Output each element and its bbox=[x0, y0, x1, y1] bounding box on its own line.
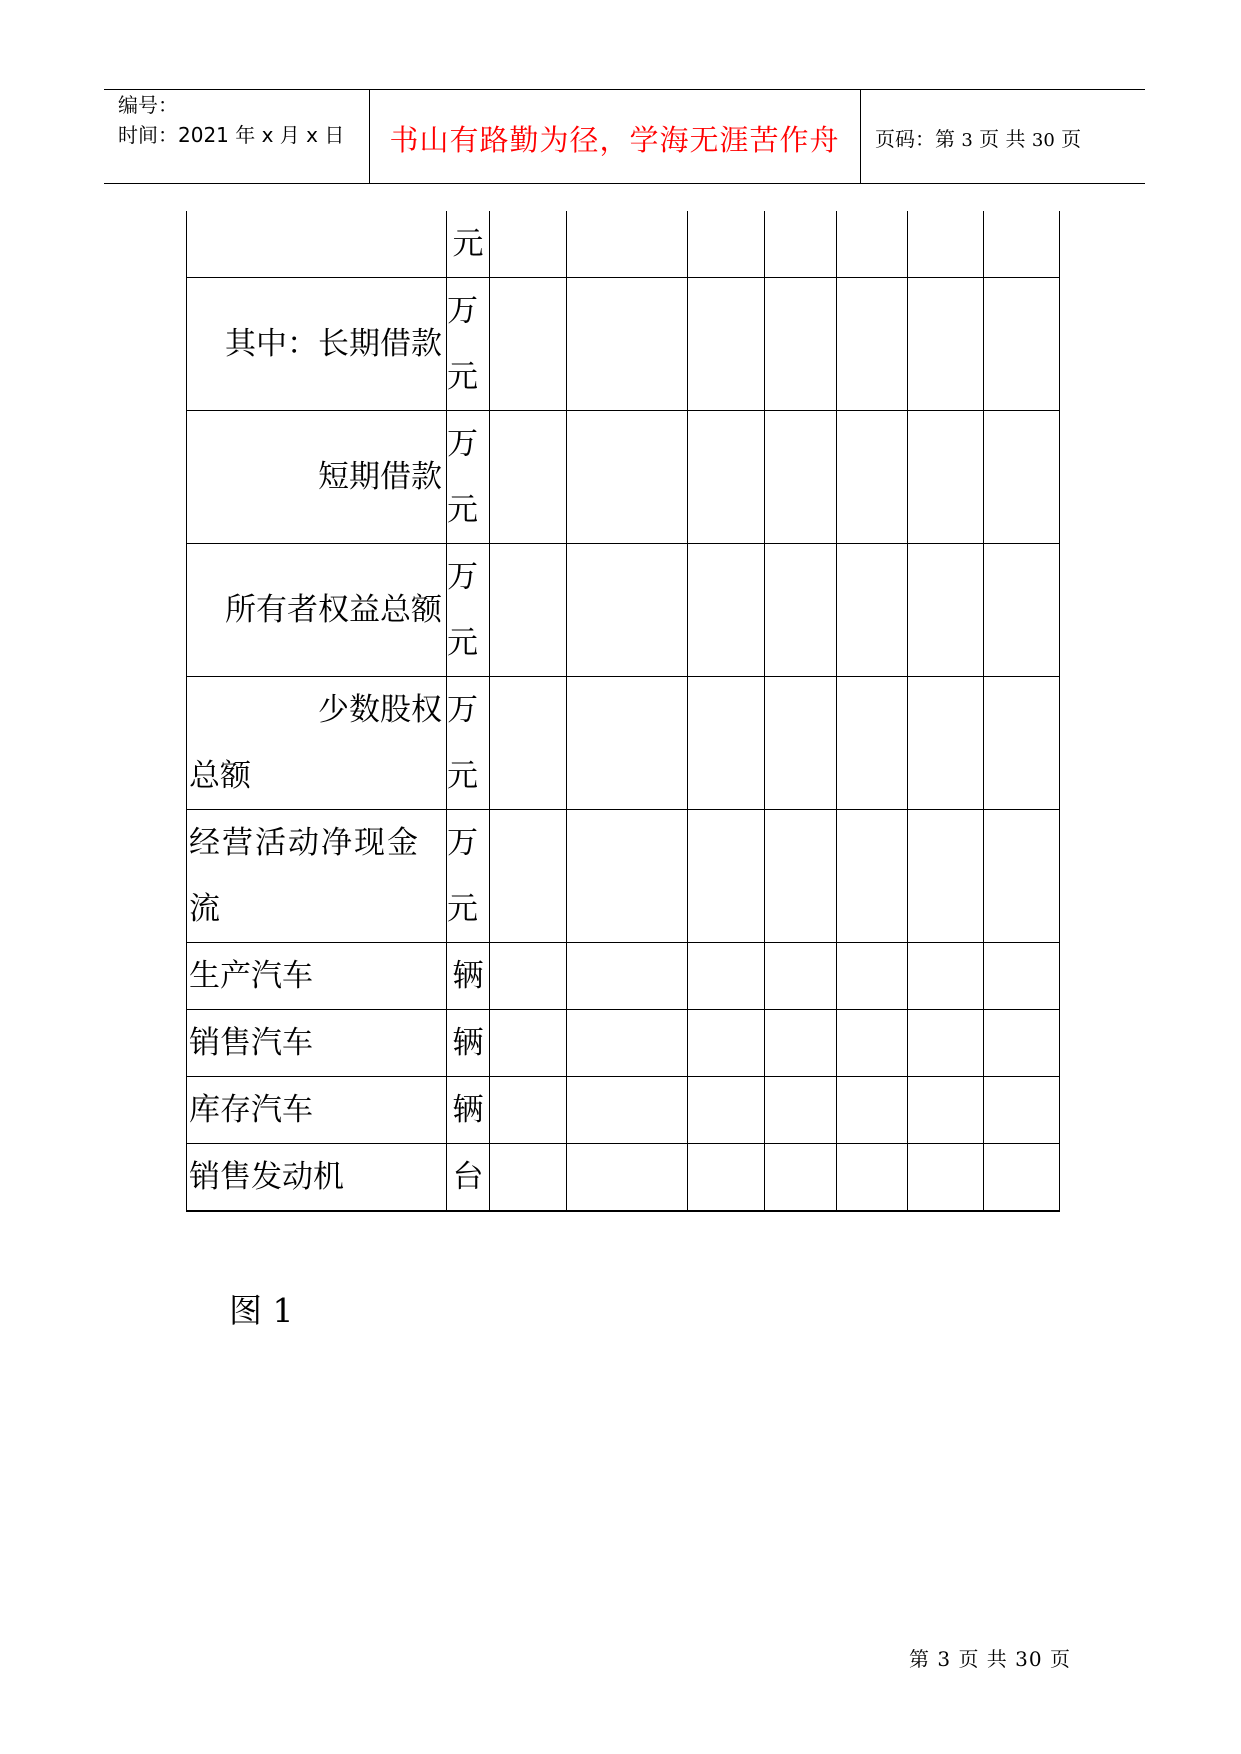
header-meta bbox=[118, 90, 344, 150]
row-label-cell bbox=[187, 810, 447, 943]
unit-cell: 万元 bbox=[447, 411, 490, 544]
table-row bbox=[187, 810, 1060, 943]
unit-cell: 台 bbox=[447, 1144, 490, 1212]
table-row bbox=[187, 1144, 1060, 1212]
unit-cell: 元 bbox=[447, 211, 490, 278]
header-bottom-rule bbox=[104, 183, 1145, 184]
page-footer: 第 3 页 共 30 页 bbox=[909, 1647, 1071, 1671]
row-label-cell: 生产汽车 bbox=[187, 943, 447, 1010]
table-row bbox=[187, 943, 1060, 1010]
row-label-line: 少数股权 bbox=[318, 692, 442, 728]
page-label-prefix: 页码：第 bbox=[875, 127, 955, 151]
unit-cell: 万元 bbox=[447, 677, 490, 810]
page-total: 30 bbox=[1031, 130, 1055, 151]
table-row bbox=[187, 1010, 1060, 1077]
table-row bbox=[187, 211, 1060, 278]
row-label-cell: 销售汽车 bbox=[187, 1010, 447, 1077]
document-time-label: 时间：2021 年 x 月 x 日 bbox=[118, 123, 345, 147]
table-row bbox=[187, 411, 1060, 544]
unit-cell: 辆 bbox=[447, 1010, 490, 1077]
row-label-cell bbox=[187, 211, 447, 278]
page-label-suffix: 页 bbox=[1061, 127, 1082, 151]
page-label-middle: 页 共 bbox=[979, 127, 1026, 151]
header-motto: 书山有路勤为径，学海无涯苦作舟 bbox=[389, 123, 840, 157]
row-label-cell: 其中：长期借款 bbox=[187, 278, 447, 411]
row-label-cell: 库存汽车 bbox=[187, 1077, 447, 1144]
row-label-cell bbox=[187, 677, 447, 810]
unit-cell: 万元 bbox=[447, 544, 490, 677]
table-row bbox=[187, 278, 1060, 411]
table-row bbox=[187, 677, 1060, 810]
row-label-line: 经营活动净现金 bbox=[189, 825, 420, 861]
data-table bbox=[186, 211, 1060, 1212]
table-row bbox=[187, 544, 1060, 677]
document-number-label: 编号： bbox=[118, 93, 178, 117]
row-label-line: 总额 bbox=[189, 758, 251, 794]
unit-cell: 辆 bbox=[447, 1077, 490, 1144]
row-label-cell: 所有者权益总额 bbox=[187, 544, 447, 677]
page-current: 3 bbox=[961, 130, 973, 151]
row-label-line: 流 bbox=[189, 891, 220, 927]
unit-cell: 万元 bbox=[447, 278, 490, 411]
header-divider-right bbox=[860, 89, 861, 183]
row-label-cell: 销售发动机 bbox=[187, 1144, 447, 1212]
header-page-info bbox=[875, 123, 1081, 152]
unit-cell: 辆 bbox=[447, 943, 490, 1010]
figure-caption: 图 1 bbox=[229, 1291, 294, 1330]
unit-cell: 万元 bbox=[447, 810, 490, 943]
row-label-cell: 短期借款 bbox=[187, 411, 447, 544]
table-row bbox=[187, 1077, 1060, 1144]
